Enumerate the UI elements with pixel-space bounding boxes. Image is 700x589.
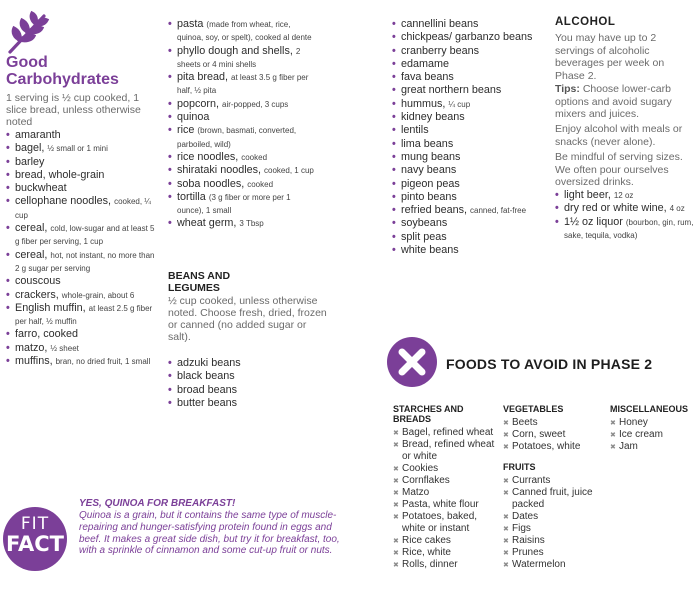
alcohol-list <box>555 189 697 242</box>
list-item <box>168 370 318 383</box>
alcohol-tips <box>555 83 697 121</box>
list-item <box>392 191 542 204</box>
item-detail: at least 2.5 g fiber per half, ½ muffin <box>15 303 153 327</box>
item-detail: air-popped, 3 cups <box>222 99 289 109</box>
item-name: crackers, <box>15 288 59 301</box>
avoid-item: ✖ Honey <box>610 417 698 429</box>
list-item <box>6 302 158 329</box>
item-name: phyllo dough and shells, <box>177 44 293 57</box>
list-item <box>6 142 158 155</box>
avoid-vegetables-title: VEGETABLES <box>503 404 564 414</box>
item-detail: cooked, 1 cup <box>264 166 314 176</box>
item-name: pasta <box>177 18 204 30</box>
beans-list-2 <box>392 18 542 257</box>
item-detail: 12 oz <box>613 191 634 200</box>
list-item <box>392 138 542 151</box>
item-detail: (brown, basmati, converted, parboiled, wild) <box>177 126 297 149</box>
item-name: fava beans <box>401 71 454 84</box>
list-item <box>392 111 542 124</box>
list-item <box>392 98 542 111</box>
item-detail: 4 oz <box>669 204 685 214</box>
item-name: cannellini beans <box>401 18 479 30</box>
wheat-icon <box>6 8 50 54</box>
list-item <box>392 45 542 58</box>
item-detail: (made from wheat, rice, quinoa, soy, or spelt), cooked al dente <box>177 20 312 43</box>
good-carbs-list-2 <box>168 18 318 231</box>
title-line: LEGUMES <box>168 282 220 294</box>
badge-line: FACT <box>6 532 64 556</box>
item-name: English muffin, <box>15 301 86 314</box>
item-name: buckwheat <box>15 182 67 195</box>
list-item <box>392 31 542 44</box>
list-item <box>392 124 542 137</box>
list-item <box>168 384 318 397</box>
list-item <box>168 151 318 164</box>
item-name: black beans <box>177 370 235 383</box>
list-item <box>168 191 318 218</box>
avoid-item: ✖ Rice cakes <box>393 535 498 547</box>
list-item <box>392 231 542 244</box>
avoid-vegetables <box>503 404 608 453</box>
avoid-item: ✖ Watermelon <box>503 559 603 571</box>
avoid-item: ✖ Dates <box>503 511 603 523</box>
item-detail: cooked <box>247 179 274 189</box>
title-line: Carbohydrates <box>6 71 119 88</box>
list-item <box>392 84 542 97</box>
item-name: broad beans <box>177 383 238 396</box>
list-item <box>168 98 318 111</box>
item-name: pigeon peas <box>401 177 460 190</box>
item-name: chickpeas/ garbanzo beans <box>401 31 533 44</box>
alcohol-paragraph: Be mindful of serving sizes. We often pour ourselves oversized drinks. <box>555 151 683 188</box>
alcohol-paragraph: Enjoy alcohol with meals or snacks (never alone). <box>555 123 683 148</box>
avoid-title: FOODS TO AVOID IN PHASE 2 <box>446 356 653 372</box>
section-title-good-carbs <box>6 54 119 88</box>
item-name: edamame <box>401 57 450 70</box>
avoid-item: ✖ Corn, sweet <box>503 429 608 441</box>
avoid-item: ✖ Rolls, dinner <box>393 559 498 571</box>
item-detail: cooked <box>241 152 268 162</box>
avoid-item: ✖ Jam <box>610 441 698 453</box>
list-item <box>392 178 542 191</box>
item-name: mung beans <box>401 150 461 163</box>
fit-fact-heading: YES, QUINOA FOR BREAKFAST! <box>79 498 236 509</box>
item-name: refried beans, <box>401 204 468 217</box>
avoid-item: ✖ Canned fruit, juice packed <box>503 487 603 511</box>
item-name: amaranth <box>15 129 61 141</box>
avoid-starches <box>393 404 498 571</box>
serving-note: 1 serving is ½ cup cooked, 1 slice bread, unless otherwise noted <box>6 92 141 128</box>
item-detail: hot, not instant, no more than 2 g sugar per serving <box>15 250 155 273</box>
item-name: cereal, <box>15 248 48 261</box>
list-item <box>168 124 318 151</box>
tips-label: Tips: <box>555 83 580 95</box>
avoid-starches-list <box>393 427 498 571</box>
list-item <box>6 275 158 288</box>
item-name: lentils <box>401 124 429 137</box>
avoid-item: ✖ Cornflakes <box>393 475 498 487</box>
item-detail: cooked, ¼ cup <box>15 197 151 220</box>
avoid-item: ✖ Pasta, white flour <box>393 499 498 511</box>
item-detail: cold, low-sugar and at least 5 g fiber per serving, 1 cup <box>15 224 155 247</box>
avoid-vegetables-list <box>503 417 608 453</box>
avoid-item: ✖ Bread, refined wheat or white <box>393 439 498 463</box>
list-item <box>168 71 318 98</box>
list-item <box>6 169 158 182</box>
section-title-alcohol: ALCOHOL <box>555 16 616 28</box>
list-item <box>6 129 158 142</box>
avoid-fruits-title: FRUITS <box>503 462 536 472</box>
avoid-starches-title: STARCHES AND BREADS <box>393 404 464 424</box>
list-item <box>168 217 318 230</box>
avoid-item: ✖ Rice, white <box>393 547 498 559</box>
item-name: rice <box>177 124 195 137</box>
list-item <box>6 195 158 222</box>
avoid-item: ✖ Matzo <box>393 487 498 499</box>
avoid-item: ✖ Bagel, refined wheat <box>393 427 498 439</box>
item-name: barley <box>15 155 45 168</box>
item-detail: (3 g fiber or more per 1 ounce), 1 small <box>177 192 291 216</box>
item-name: soba noodles, <box>177 177 245 190</box>
alcohol-paragraph: You may have up to 2 servings of alcoholic beverages per week on Phase 2. <box>555 32 665 82</box>
avoid-item: ✖ Ice cream <box>610 429 698 441</box>
list-item <box>392 58 542 71</box>
list-item <box>555 216 697 243</box>
item-detail: ½ small or 1 mini <box>47 144 108 154</box>
item-detail: ½ sheet <box>50 343 79 353</box>
list-item <box>6 289 158 302</box>
item-name: bagel, <box>15 142 45 155</box>
list-item <box>168 45 318 72</box>
avoid-misc-list <box>610 417 698 453</box>
good-carbs-list-1 <box>6 129 158 368</box>
item-name: hummus, <box>401 97 446 110</box>
list-item <box>392 217 542 230</box>
list-item <box>6 222 158 249</box>
list-item <box>6 342 158 355</box>
badge-line: FIT <box>20 514 50 534</box>
beans-list-1 <box>168 357 318 410</box>
item-name: kidney beans <box>401 111 465 124</box>
item-name: split peas <box>401 230 447 243</box>
list-item <box>168 357 318 370</box>
list-item <box>392 18 542 31</box>
list-item <box>392 204 542 217</box>
avoid-fruits <box>503 462 603 571</box>
item-name: white beans <box>401 244 459 257</box>
item-name: shirataki noodles, <box>177 164 262 177</box>
item-name: tortilla <box>177 190 206 203</box>
item-detail: bran, no dried fruit, 1 small <box>55 357 151 367</box>
item-name: pinto beans <box>401 190 457 203</box>
list-item <box>6 249 158 276</box>
list-item <box>168 397 318 410</box>
list-item <box>168 164 318 177</box>
beans-note: ½ cup cooked, unless otherwise noted. Choose fresh, dried, frozen or canned (no added sugar or salt). <box>168 295 327 343</box>
item-name: adzuki beans <box>177 357 241 369</box>
list-item <box>168 18 318 45</box>
section-title-beans <box>168 270 230 294</box>
x-mark-icon <box>387 337 437 387</box>
list-item <box>555 202 697 215</box>
item-name: quinoa <box>177 111 210 124</box>
list-item <box>392 164 542 177</box>
item-name: cereal, <box>15 222 48 235</box>
list-item <box>168 111 318 124</box>
list-item <box>6 328 158 341</box>
item-name: cranberry beans <box>401 44 480 57</box>
item-detail: 2 sheets or 4 mini shells <box>177 46 301 69</box>
item-name: navy beans <box>401 164 457 177</box>
item-name: dry red or white wine, <box>564 202 667 215</box>
item-detail: (bourbon, gin, rum, sake, tequila, vodka) <box>564 217 694 240</box>
item-detail: 3 Tbsp <box>239 219 264 229</box>
item-detail: at least 3.5 g fiber per half, ½ pita <box>177 73 309 96</box>
item-name: soybeans <box>401 217 448 230</box>
item-name: muffins, <box>15 355 53 368</box>
item-name: cellophane noodles, <box>15 195 112 208</box>
item-name: pita bread, <box>177 71 229 84</box>
avoid-item: ✖ Cookies <box>393 463 498 475</box>
fit-fact-badge <box>3 507 67 571</box>
title-line: BEANS AND <box>168 270 231 282</box>
avoid-item: ✖ Prunes <box>503 547 603 559</box>
list-item <box>392 71 542 84</box>
avoid-item: ✖ Currants <box>503 475 603 487</box>
item-detail: whole-grain, about 6 <box>61 290 135 300</box>
list-item <box>168 178 318 191</box>
item-name: farro, cooked <box>15 328 79 341</box>
item-name: couscous <box>15 275 61 288</box>
item-name: rice noodles, <box>177 150 239 163</box>
item-name: butter beans <box>177 396 238 409</box>
avoid-misc-title: MISCELLANEOUS <box>610 404 689 414</box>
avoid-item: ✖ Potatoes, white <box>503 441 608 453</box>
list-item <box>6 156 158 169</box>
tips-text: Choose lower-carb options and avoid sugary mixers and juices. <box>555 83 672 120</box>
item-name: popcorn, <box>177 97 220 110</box>
list-item <box>6 355 158 368</box>
item-detail: ¼ cup <box>448 99 471 109</box>
avoid-item: ✖ Beets <box>503 417 608 429</box>
item-name: bread, whole-grain <box>15 168 105 181</box>
avoid-item: ✖ Raisins <box>503 535 603 547</box>
avoid-item: ✖ Figs <box>503 523 603 535</box>
avoid-fruits-list <box>503 475 603 571</box>
list-item <box>6 182 158 195</box>
item-name: matzo, <box>15 341 48 354</box>
list-item <box>392 244 542 257</box>
list-item <box>392 151 542 164</box>
title-line: Good <box>6 54 48 71</box>
item-name: 1½ oz liquor <box>564 215 623 228</box>
item-name: lima beans <box>401 137 454 150</box>
fit-fact-body: Quinoa is a grain, but it contains the same type of muscle-repairing and hunger-satisfying protein found in eggs and beef. It makes a great side dish, but try it for breakfast, too, with a sprinkle of cinnamon and some cut-up fruit or nuts. <box>79 510 340 557</box>
item-name: wheat germ, <box>177 217 237 230</box>
avoid-misc <box>610 404 698 453</box>
item-name: light beer, <box>564 189 611 201</box>
item-detail: canned, fat-free <box>470 206 527 216</box>
item-name: great northern beans <box>401 84 502 97</box>
list-item <box>555 189 697 202</box>
avoid-item: ✖ Potatoes, baked, white or instant <box>393 511 498 535</box>
